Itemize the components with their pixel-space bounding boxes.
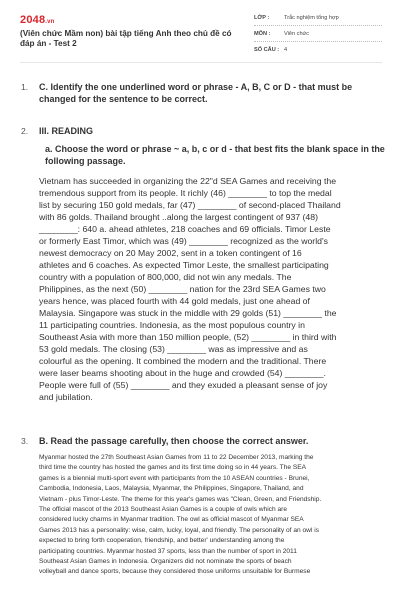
page-title: (Viên chức Mầm non) bài tập tiếng Anh theo chủ đề có đáp án - Test 2 [20,29,232,48]
section-instruction: C. Identify the one underlined word or phrase - A, B, C or D - that must be changed for the sentence to be correct. [39,82,353,104]
meta-label-class: LỚP : [254,15,270,21]
meta-value-subject: Viên chức [284,31,310,37]
reading-passage: Vietnam has succeeded in organizing the 22"d SEA Games and receiving the tremendous support from its people. It richly (46) ________ to top the medal list by securing 150 gold medals, far (47) ________ of second-placed Thailand with 86 golds. Thailand brought ..along the largest contingent of 937 (48) ________: 640 a. ahead athletes, 218 coaches and 69 officials. Timor Leste or formerly East Timor, which was (49) ________ recognized as the world's newest democracy on 20 May 2002, sent in a token contingent of 16 athletes and 6 coaches. As expected Timor Leste, the smallest participating country with a population of 800,000, did not win any medals. The Philippines, as the next (50) ________ nation for the 23rd SEA Games two years hence, was placed fourth with 44 gold medals, just one ahead of Malaysia. Singapore was stuck in the middle with 29 golds (51) ________ the 11 participating countries. Indonesia, as the most populous country in Southeast Asia with more than 150 million people, (52) ________ in third with 53 gold medals. The closing (53) ________ was as impressive and as colourful as the opening. It combined the modern and the traditional. There were laser beams shooting about in the huge and crowded (54) ________. People were full of (55) ________ and they exuded a pleasant sense of joy and jubilation. [39,176,341,402]
meta-value-count: 4 [284,47,288,53]
question-number: 1. [21,82,29,92]
meta-label-count: SỐ CÂU : [254,47,280,53]
question-number: 2. [21,126,29,136]
logo-main: 2048 [20,14,46,26]
meta-label-subject: MÔN : [254,31,271,37]
section-instruction: a. Choose the word or phrase ~ a, b, c or d - that best fits the blank space in the following passage. [45,144,385,166]
header-divider [20,62,382,63]
section-instruction: B. Read the passage carefully, then choose the correct answer. [39,436,309,446]
reading-passage: Myanmar hosted the 27th Southeast Asian Games from 11 to 22 December 2013, marking the third time the country has hosted the games and its first time doing so in 44 years. The SEA games is a biennial multi-sport event with participants from the 10 ASEAN countries - Brunei, Cambodia, Indonesia, Laos, Malaysia, Myanmar, the Philippines, Singapore, Thailand, and Vietnam - plus Timor-Leste. The theme for this year's games was "Clean, Green, and Friendship. The official mascot of the 2013 Southeast Asian Games is a couple of owls which are considered lucky charms in Myanmar tradition. The owl as official mascot of Myanmar SEA Games 2013 has a personality: wise, calm, lucky, loyal, and friendly. The personality of an owl is expected to bring forth cooperation, friendship, and better' understanding among the participating countries. Myanmar hosted 37 sports, less than the number of sport in 2011 Southeast Asian Games in Indonesia. Organizers did not nominate the sports of beach volleyball and dance sports, because they considered those uniforms unsuitable for Burmese [39,454,322,576]
logo-sub: .vn [45,19,55,25]
meta-value-class: Trắc nghiệm tổng hợp [284,15,339,21]
section-heading: III. READING [39,126,94,136]
meta-divider [254,25,382,26]
site-logo[interactable] [20,14,55,26]
meta-divider [254,41,382,42]
header [0,0,400,62]
question-number: 3. [21,436,29,446]
